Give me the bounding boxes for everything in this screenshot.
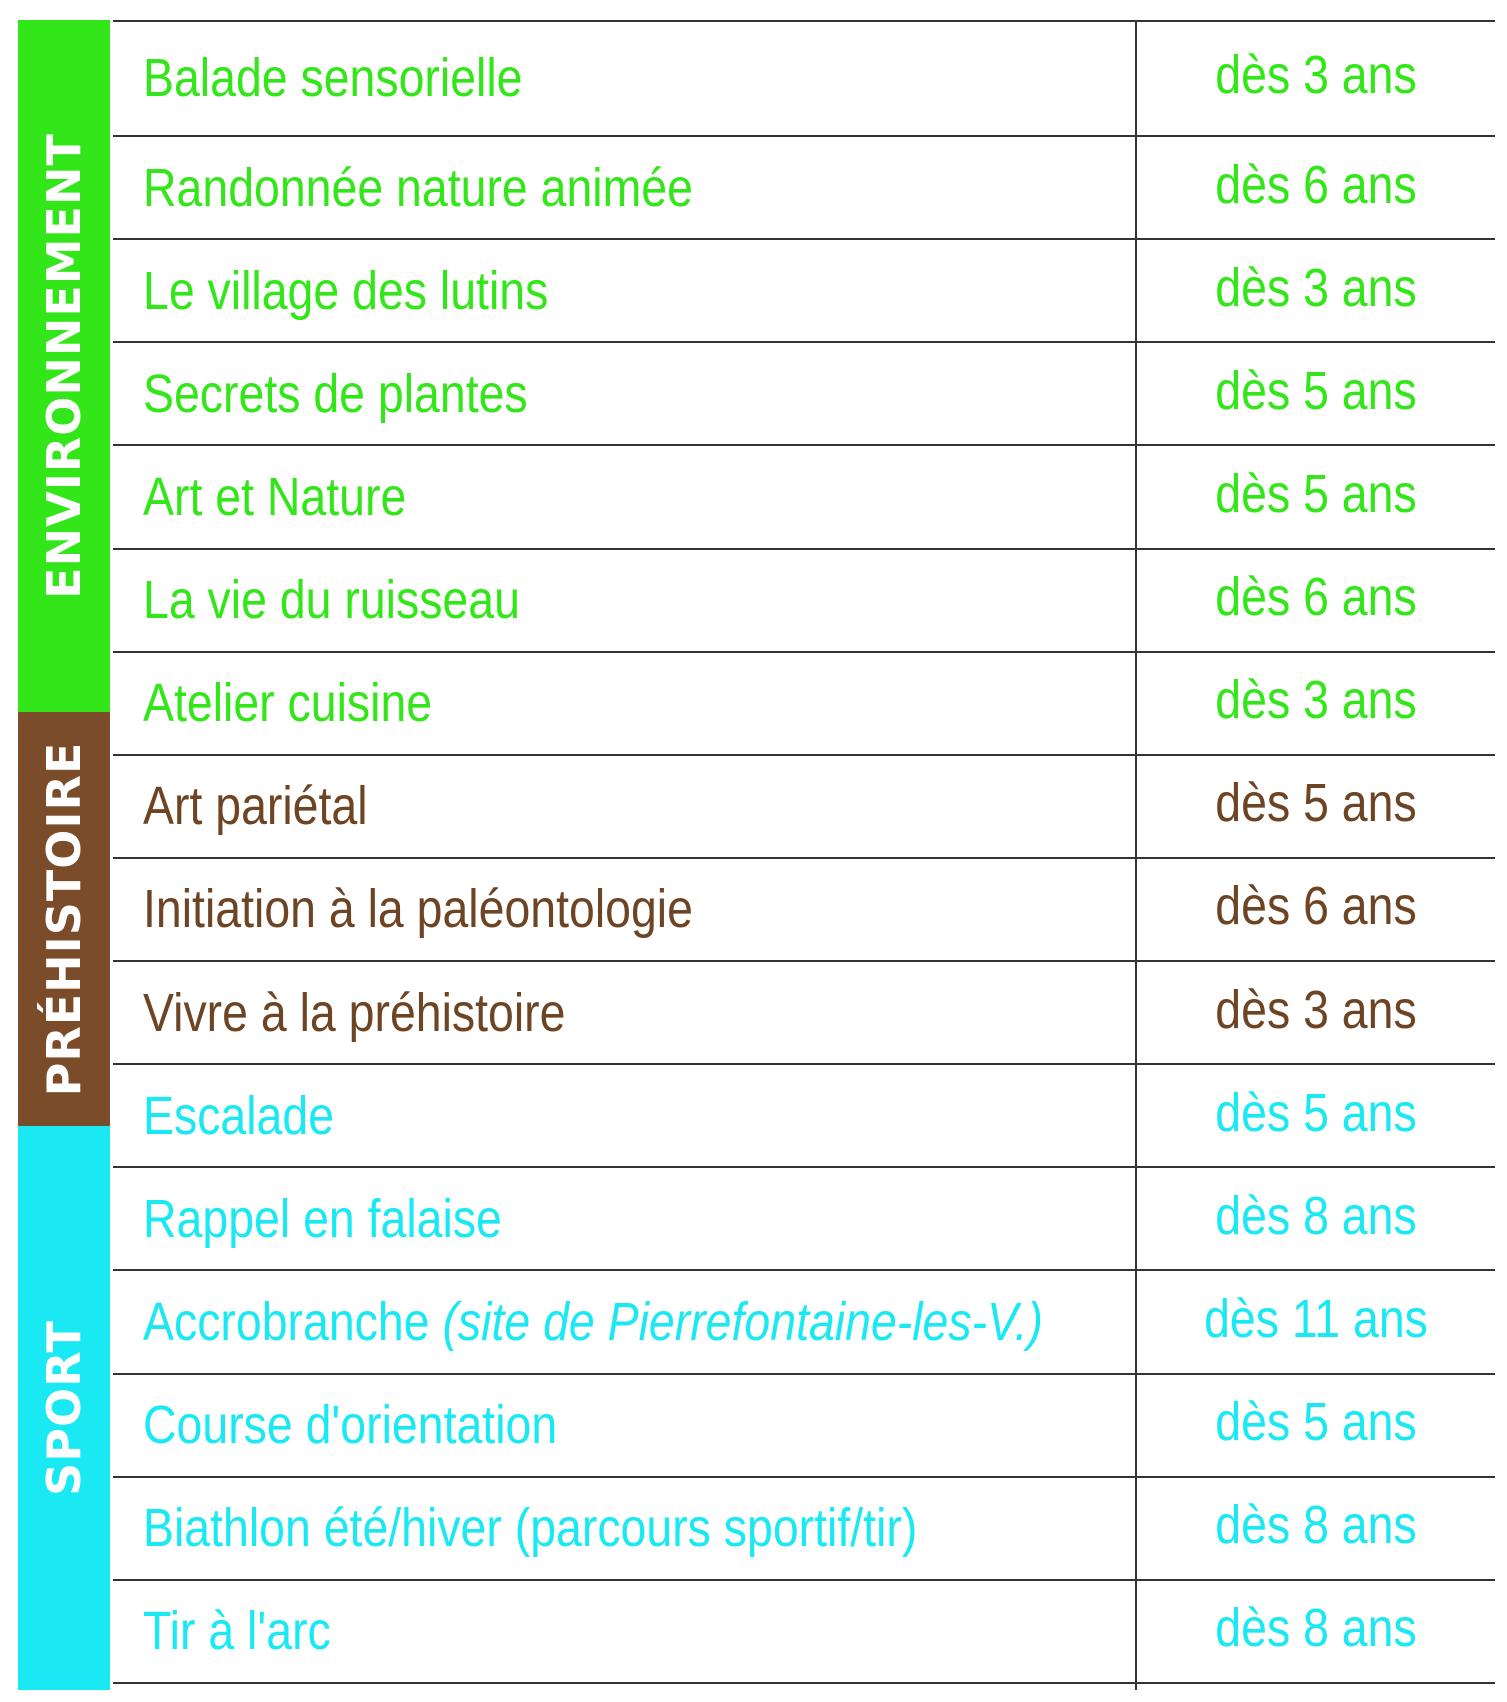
activity-age: dès 3 ans: [1215, 257, 1417, 318]
activity-name-text: Secrets de plantes: [143, 363, 528, 424]
activity-name-text: La vie du ruisseau: [143, 570, 520, 631]
activity-name-text: Rappel en falaise: [143, 1188, 502, 1249]
table-row: [113, 1374, 1495, 1477]
activity-name-text: Art pariétal: [143, 776, 368, 837]
activity-age: dès 8 ans: [1215, 1495, 1417, 1556]
activity-age: dès 5 ans: [1215, 773, 1417, 834]
activity-name-text: Art et Nature: [143, 466, 407, 527]
table-row: [113, 1167, 1495, 1270]
activity-age: dès 3 ans: [1215, 44, 1417, 105]
activity-age: dès 6 ans: [1215, 876, 1417, 937]
activity-age: dès 5 ans: [1215, 1082, 1417, 1143]
activity-name: [143, 260, 548, 322]
table-row: [113, 549, 1495, 652]
table-row: [113, 1580, 1495, 1683]
activity-name: [143, 982, 565, 1044]
activity-name: [143, 1291, 1043, 1353]
activity-name-text: Balade sensorielle: [143, 48, 523, 108]
activity-name-text: Randonnée nature animée: [143, 157, 693, 218]
table-row: [113, 755, 1495, 858]
activity-name-text: Accrobranche: [143, 1291, 443, 1352]
category-band-sport: [18, 1126, 110, 1690]
category-band-prehistoire: [18, 712, 110, 1126]
activity-name: [143, 672, 432, 734]
activity-name-text: Biathlon été/hiver (parcours sportif/tir): [143, 1498, 918, 1559]
activity-name-text: Tir à l'arc: [143, 1601, 331, 1662]
table-row: [113, 858, 1495, 961]
activity-age: dès 5 ans: [1215, 463, 1417, 524]
activity-name: [143, 1394, 557, 1456]
activity-name-text: Vivre à la préhistoire: [143, 982, 566, 1043]
category-label-environnement: ENVIRONNEMENT: [37, 133, 91, 599]
table-row: [113, 342, 1495, 445]
table-row: [113, 136, 1495, 239]
table-row: [113, 1064, 1495, 1167]
activity-age: dès 5 ans: [1215, 360, 1417, 421]
activity-table: [113, 20, 1495, 1690]
activity-name-text: Atelier cuisine: [143, 673, 433, 734]
table-row: [113, 239, 1495, 342]
category-band-environnement: [18, 20, 110, 712]
activity-name: [143, 569, 520, 631]
activity-age: dès 6 ans: [1215, 566, 1417, 627]
activity-name: [143, 775, 368, 837]
table-row: [113, 1270, 1495, 1373]
row-separator: [113, 1682, 1495, 1684]
table-row: [113, 961, 1495, 1064]
activity-age: dès 6 ans: [1215, 154, 1417, 215]
activity-name: [143, 1188, 502, 1250]
table-row: [113, 1477, 1495, 1580]
table-row: [113, 445, 1495, 548]
activity-note: (site de Pierrefontaine-les-V.): [442, 1291, 1043, 1352]
activity-age: dès 8 ans: [1215, 1185, 1417, 1246]
activity-name: [143, 878, 693, 940]
activity-age: dès 3 ans: [1215, 979, 1417, 1040]
activity-name-text: Escalade: [143, 1085, 335, 1146]
activity-name: [143, 466, 406, 528]
activity-name: [143, 47, 523, 109]
activity-age: dès 8 ans: [1215, 1598, 1417, 1659]
activity-age: dès 5 ans: [1215, 1391, 1417, 1452]
activity-name: [143, 1497, 917, 1559]
activity-name-text: Initiation à la paléontologie: [143, 879, 693, 940]
activity-age: dès 11 ans: [1204, 1288, 1428, 1349]
activity-name: [143, 1600, 331, 1662]
activity-name: [143, 1085, 334, 1147]
table-row: [113, 652, 1495, 755]
activity-age: dès 3 ans: [1215, 670, 1417, 731]
activity-name-text: Le village des lutins: [143, 260, 549, 321]
activity-name: [143, 157, 693, 219]
category-label-prehistoire: PRÉHISTOIRE: [37, 741, 91, 1097]
activity-name: [143, 363, 528, 425]
table-row: [113, 20, 1495, 136]
category-label-sport: SPORT: [37, 1320, 91, 1496]
activity-name-text: Course d'orientation: [143, 1395, 558, 1456]
